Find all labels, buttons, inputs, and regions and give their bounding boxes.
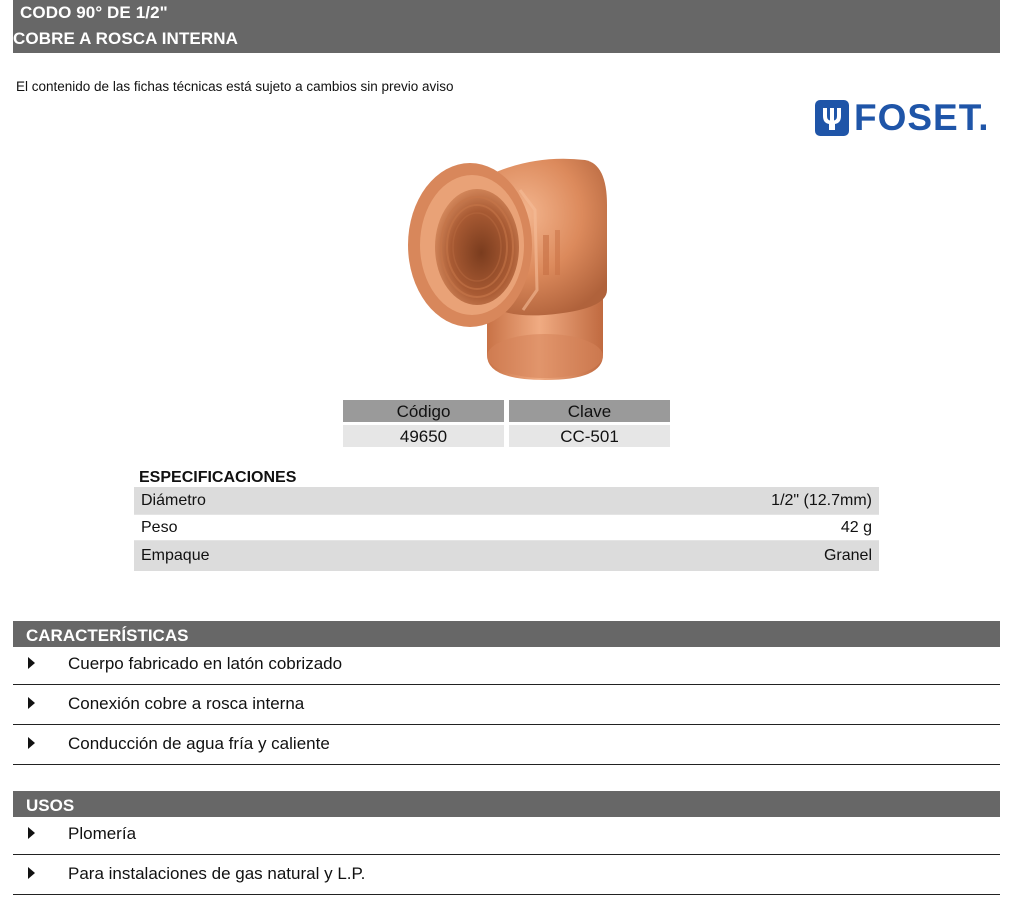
clave-header: Clave (509, 400, 670, 422)
title-bar (13, 0, 1000, 53)
bullet-arrow-icon (28, 697, 35, 709)
foset-logo-text: FOSET. (854, 97, 990, 138)
specs-table (134, 487, 879, 571)
product-subtitle: COBRE A ROSCA INTERNA (13, 29, 238, 48)
spec-label: Empaque (141, 547, 210, 564)
spec-value: Granel (823, 547, 872, 564)
caracteristicas-list (13, 645, 1000, 765)
list-item: Conexión cobre a rosca interna (13, 685, 1000, 725)
caracteristicas-header: CARACTERÍSTICAS (13, 621, 1000, 647)
copper-elbow-image (395, 150, 620, 385)
codigo-header: Código (343, 400, 504, 422)
codigo-value: 49650 (343, 425, 504, 447)
usos-list (13, 815, 1000, 895)
product-title: CODO 90° DE 1/2" (20, 3, 168, 22)
bullet-arrow-icon (28, 867, 35, 879)
codes-table (343, 400, 670, 447)
foset-logo-icon (814, 99, 850, 137)
spec-label: Peso (141, 518, 178, 536)
spec-label: Diámetro (141, 491, 206, 509)
spec-row (134, 487, 879, 514)
usos-header: USOS (13, 791, 1000, 817)
foset-logo (814, 98, 990, 138)
list-item: Cuerpo fabricado en latón cobrizado (13, 645, 1000, 685)
spec-row (134, 541, 879, 571)
bullet-arrow-icon (28, 657, 35, 669)
spec-value: 1/2" (12.7mm) (771, 491, 872, 509)
list-item: Para instalaciones de gas natural y L.P. (13, 855, 1000, 895)
bullet-arrow-icon (28, 827, 35, 839)
disclaimer-text: El contenido de las fichas técnicas está sujeto a cambios sin previo aviso (16, 79, 454, 94)
specs-title: ESPECIFICACIONES (139, 469, 297, 486)
list-item: Plomería (13, 815, 1000, 855)
spec-row (134, 514, 879, 541)
spec-value: 42 g (840, 518, 872, 536)
list-item: Conducción de agua fría y caliente (13, 725, 1000, 765)
clave-value: CC-501 (509, 425, 670, 447)
bullet-arrow-icon (28, 737, 35, 749)
